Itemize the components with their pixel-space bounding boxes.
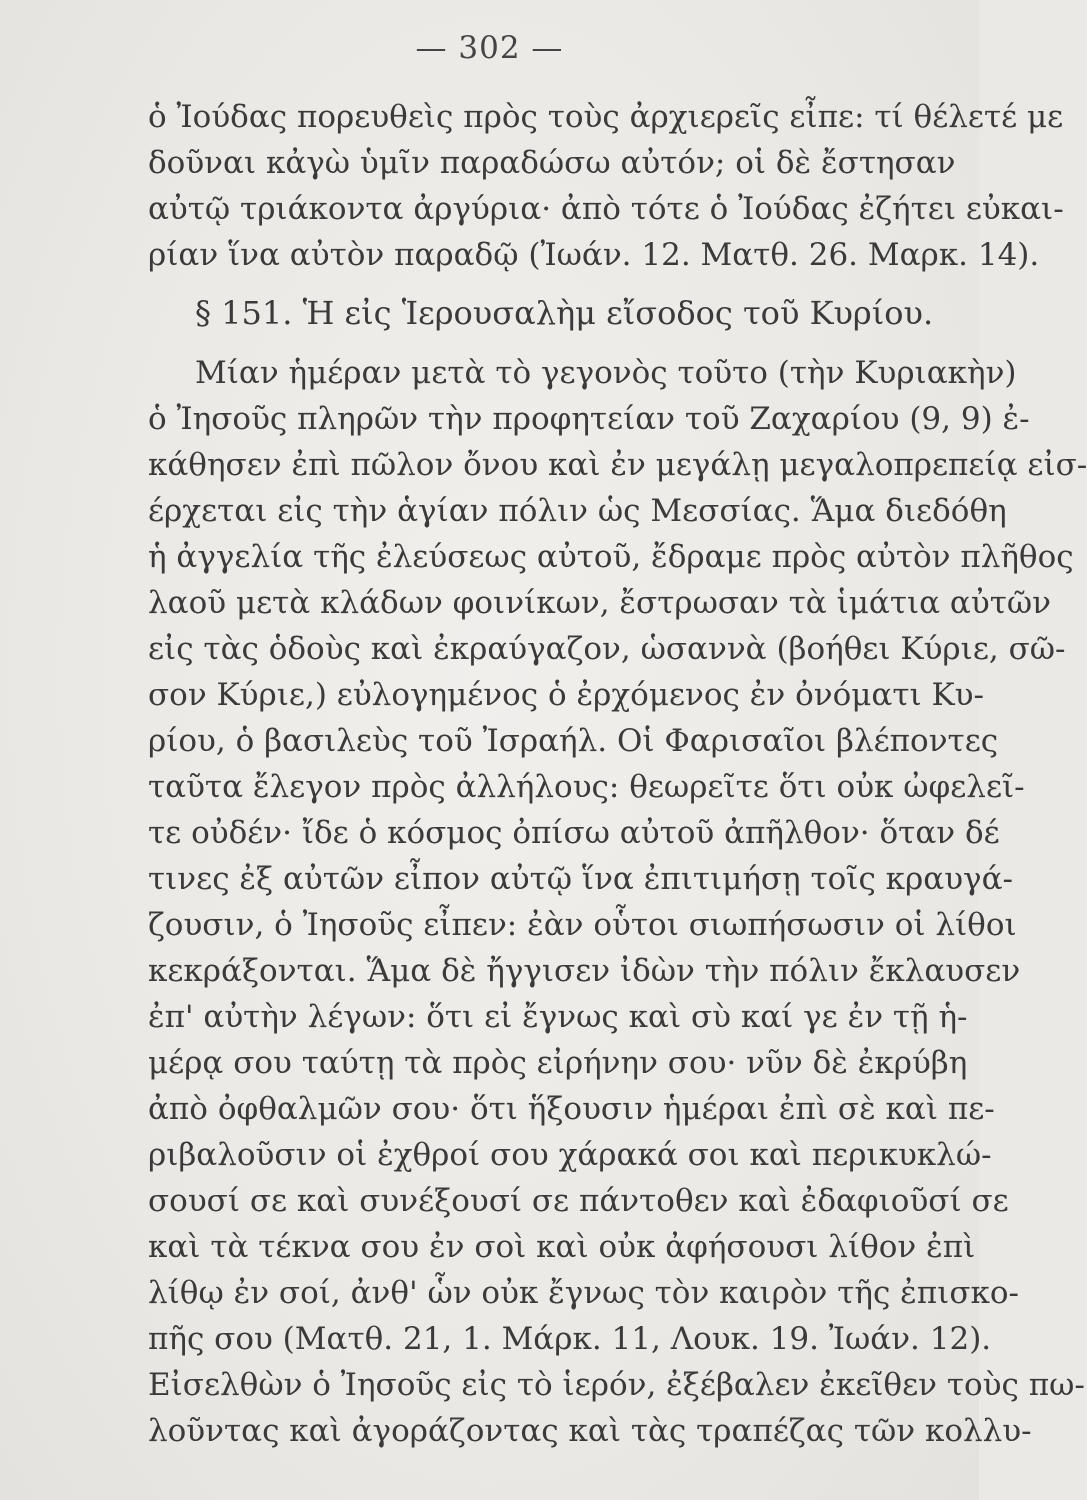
- text-line: ταῦτα ἔλεγον πρὸς ἀλλήλους: θεωρεῖτε ὅτι οὐκ ὠφελεῖ-: [148, 769, 1025, 805]
- section-heading: § 151. Ἡ εἰς Ἱερουσαλὴμ εἴσοδος τοῦ Κυρίου.: [195, 294, 934, 332]
- text-line: σουσί σε καὶ συνέξουσί σε πάντοθεν καὶ ἐδαφιοῦσί σε: [148, 1183, 1009, 1219]
- text-line: δοῦναι κἀγὼ ὑμῖν παραδώσω αὐτόν; οἱ δὲ ἔστησαν: [148, 145, 956, 181]
- page-number: — 302 —: [415, 30, 564, 66]
- text-line: μέρᾳ σου ταύτῃ τὰ πρὸς εἰρήνην σου· νῦν δὲ ἐκρύβη: [148, 1045, 968, 1081]
- text-line: Εἰσελθὼν ὁ Ἰησοῦς εἰς τὸ ἱερόν, ἐξέβαλεν ἐκεῖθεν τοὺς πω-: [148, 1367, 1085, 1403]
- text-line: εἰς τὰς ὁδοὺς καὶ ἐκραύγαζον, ὡσαννὰ (βοήθει Κύριε, σῶ-: [148, 631, 1066, 667]
- text-line: τινες ἐξ αὐτῶν εἶπον αὐτῷ ἵνα ἐπιτιμήσῃ τοῖς κραυγά-: [148, 861, 1013, 897]
- text-line: ζουσιν, ὁ Ἰησοῦς εἶπεν: ἐὰν οὗτοι σιωπήσωσιν οἱ λίθοι: [148, 907, 1017, 943]
- text-line: λίθῳ ἐν σοί, ἀνθ' ὧν οὐκ ἔγνως τὸν καιρὸν τῆς ἐπισκο-: [148, 1275, 1019, 1311]
- text-line: ἐπ' αὐτὴν λέγων: ὅτι εἰ ἔγνως καὶ σὺ καί γε ἐν τῇ ἡ-: [148, 999, 968, 1035]
- text-line: πῆς σου (Ματθ. 21, 1. Μάρκ. 11, Λουκ. 19. Ἰωάν. 12).: [148, 1321, 992, 1357]
- text-line: ὁ Ἰησοῦς πληρῶν τὴν προφητείαν τοῦ Ζαχαρίου (9, 9) ἐ-: [148, 401, 1030, 437]
- text-line: τε οὐδέν· ἴδε ὁ κόσμος ὀπίσω αὐτοῦ ἀπῆλθον· ὅταν δέ: [148, 815, 1000, 851]
- text-line: καὶ τὰ τέκνα σου ἐν σοὶ καὶ οὐκ ἀφήσουσι λίθον ἐπὶ: [148, 1229, 976, 1265]
- text-line: ριβαλοῦσιν οἱ ἐχθροί σου χάρακά σοι καὶ περικυκλώ-: [148, 1137, 992, 1173]
- text-line: ἀπὸ ὀφθαλμῶν σου· ὅτι ἥξουσιν ἡμέραι ἐπὶ σὲ καὶ πε-: [148, 1091, 995, 1127]
- text-line: σον Κύριε,) εὐλογημένος ὁ ἐρχόμενος ἐν ὀνόματι Κυ-: [148, 677, 985, 713]
- text-line: κεκράξονται. Ἅμα δὲ ἤγγισεν ἰδὼν τὴν πόλιν ἔκλαυσεν: [148, 953, 1021, 989]
- text-line: ἡ ἀγγελία τῆς ἐλεύσεως αὐτοῦ, ἔδραμε πρὸς αὐτὸν πλῆθος: [148, 539, 1074, 575]
- text-line: ρίου, ὁ βασιλεὺς τοῦ Ἰσραήλ. Οἱ Φαρισαῖοι βλέποντες: [148, 723, 999, 759]
- text-line: αὐτῷ τριάκοντα ἀργύρια· ἀπὸ τότε ὁ Ἰούδας ἐζήτει εὐκαι-: [148, 191, 1064, 227]
- text-line: ὁ Ἰούδας πορευθεὶς πρὸς τοὺς ἀρχιερεῖς εἶπε: τί θέλετέ με: [148, 99, 1064, 135]
- text-line: λαοῦ μετὰ κλάδων φοινίκων, ἔστρωσαν τὰ ἱμάτια αὐτῶν: [148, 585, 1051, 621]
- text-line: ρίαν ἵνα αὐτὸν παραδῷ (Ἰωάν. 12. Ματθ. 26. Μαρκ. 14).: [148, 237, 1040, 273]
- text-line: κάθησεν ἐπὶ πῶλον ὄνου καὶ ἐν μεγάλῃ μεγαλοπρεπείᾳ εἰσ-: [148, 447, 1087, 483]
- text-line: έρχεται εἰς τὴν ἁγίαν πόλιν ὡς Μεσσίας. Ἅμα διεδόθη: [148, 493, 1007, 529]
- text-line: λοῦντας καὶ ἀγοράζοντας καὶ τὰς τραπέζας τῶν κολλυ-: [148, 1413, 1032, 1449]
- text-line: Μίαν ἡμέραν μετὰ τὸ γεγονὸς τοῦτο (τὴν Κυριακὴν): [195, 355, 1017, 391]
